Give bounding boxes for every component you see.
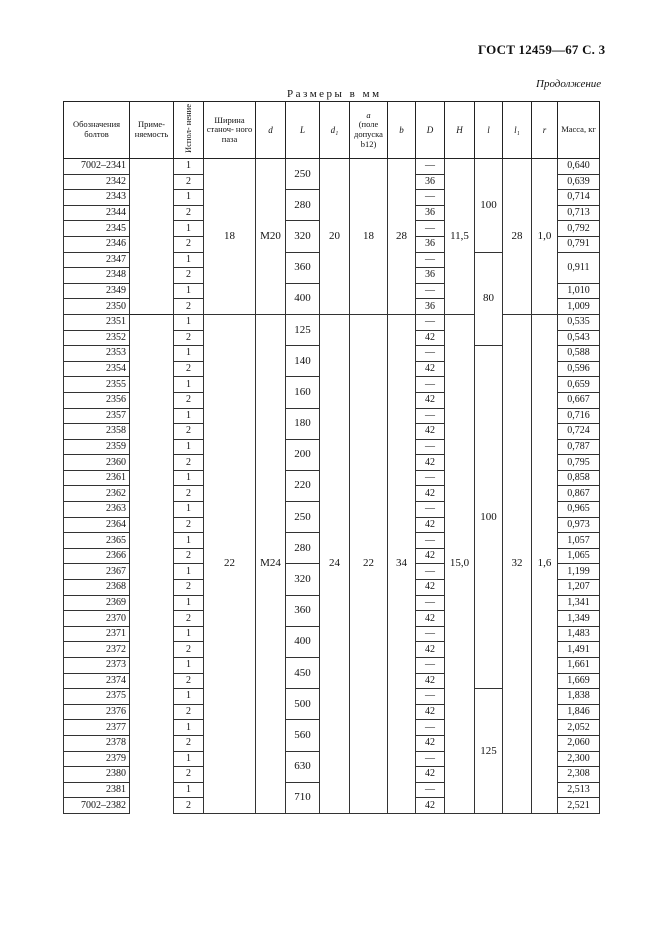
applicability-cell — [130, 470, 174, 486]
designation-cell: 2344 — [64, 205, 130, 221]
L-cell: 125 — [286, 314, 320, 345]
applicability-cell — [130, 564, 174, 580]
designation-cell: 2353 — [64, 346, 130, 362]
D-cell: 42 — [416, 704, 445, 720]
mass-cell: 0,543 — [558, 330, 600, 346]
execution-cell: 1 — [174, 626, 204, 642]
mass-cell: 2,513 — [558, 782, 600, 798]
designation-cell: 2359 — [64, 439, 130, 455]
header-r: r — [532, 102, 558, 159]
applicability-cell — [130, 424, 174, 440]
D-cell: 36 — [416, 236, 445, 252]
bolt-table-wrapper — [63, 101, 600, 814]
mass-cell: 0,659 — [558, 377, 600, 393]
mass-cell: 1,846 — [558, 704, 600, 720]
mass-cell: 0,973 — [558, 517, 600, 533]
applicability-cell — [130, 252, 174, 268]
designation-cell: 2347 — [64, 252, 130, 268]
execution-cell: 1 — [174, 190, 204, 206]
header-d: d — [256, 102, 286, 159]
D-cell: 42 — [416, 486, 445, 502]
mass-cell: 2,308 — [558, 767, 600, 783]
L-cell: 400 — [286, 626, 320, 657]
D-cell: — — [416, 595, 445, 611]
applicability-cell — [130, 704, 174, 720]
L-cell: 630 — [286, 751, 320, 782]
D-cell: — — [416, 314, 445, 330]
applicability-cell — [130, 455, 174, 471]
L-cell: 250 — [286, 502, 320, 533]
d1-cell: 24 — [320, 314, 350, 813]
designation-cell: 2366 — [64, 548, 130, 564]
execution-cell: 1 — [174, 377, 204, 393]
L-cell: 220 — [286, 470, 320, 501]
mass-cell: 1,838 — [558, 689, 600, 705]
execution-cell: 2 — [174, 174, 204, 190]
L-cell: 360 — [286, 595, 320, 626]
L-cell: 280 — [286, 190, 320, 221]
applicability-cell — [130, 689, 174, 705]
D-cell: 42 — [416, 673, 445, 689]
execution-cell: 2 — [174, 424, 204, 440]
designation-cell: 2370 — [64, 611, 130, 627]
L-cell: 140 — [286, 346, 320, 377]
table-row — [64, 159, 600, 175]
table-row — [64, 314, 600, 330]
designation-cell: 2342 — [64, 174, 130, 190]
L-cell: 400 — [286, 283, 320, 314]
D-cell: — — [416, 283, 445, 299]
applicability-cell — [130, 751, 174, 767]
page-header: ГОСТ 12459—67 С. 3 — [478, 42, 606, 57]
mass-cell: 1,009 — [558, 299, 600, 315]
header-l: l — [475, 102, 503, 159]
applicability-cell — [130, 236, 174, 252]
designation-cell: 2367 — [64, 564, 130, 580]
applicability-cell — [130, 299, 174, 315]
mass-cell: 0,596 — [558, 361, 600, 377]
applicability-cell — [130, 330, 174, 346]
execution-cell: 1 — [174, 564, 204, 580]
applicability-cell — [130, 673, 174, 689]
l-cell: 100 — [475, 159, 503, 253]
execution-cell: 2 — [174, 361, 204, 377]
execution-cell: 1 — [174, 159, 204, 175]
designation-cell: 2349 — [64, 283, 130, 299]
designation-cell: 7002–2341 — [64, 159, 130, 175]
applicability-cell — [130, 533, 174, 549]
applicability-cell — [130, 658, 174, 674]
applicability-cell — [130, 580, 174, 596]
continuation-label: Продолжение — [536, 78, 602, 90]
mass-cell: 1,341 — [558, 595, 600, 611]
D-cell: — — [416, 221, 445, 237]
designation-cell: 2355 — [64, 377, 130, 393]
mass-cell: 1,010 — [558, 283, 600, 299]
applicability-cell — [130, 486, 174, 502]
header-l1: l₁ — [503, 102, 532, 159]
designation-cell: 2354 — [64, 361, 130, 377]
applicability-cell — [130, 626, 174, 642]
designation-cell: 2343 — [64, 190, 130, 206]
D-cell: 36 — [416, 299, 445, 315]
D-cell: — — [416, 533, 445, 549]
D-cell: — — [416, 782, 445, 798]
L-cell: 180 — [286, 408, 320, 439]
D-cell: — — [416, 190, 445, 206]
header-H: H — [445, 102, 475, 159]
execution-cell: 1 — [174, 252, 204, 268]
D-cell: 42 — [416, 548, 445, 564]
header-execution — [174, 102, 204, 159]
L-cell: 560 — [286, 720, 320, 751]
D-cell: — — [416, 720, 445, 736]
header-b: b — [388, 102, 416, 159]
D-cell: 42 — [416, 517, 445, 533]
execution-cell: 1 — [174, 782, 204, 798]
designation-cell: 2348 — [64, 268, 130, 284]
d-cell: M20 — [256, 159, 286, 315]
D-cell: — — [416, 626, 445, 642]
header-L: L — [286, 102, 320, 159]
mass-cell: 0,724 — [558, 424, 600, 440]
execution-cell: 2 — [174, 580, 204, 596]
D-cell: — — [416, 564, 445, 580]
designation-cell: 2373 — [64, 658, 130, 674]
D-cell: — — [416, 470, 445, 486]
designation-cell: 2377 — [64, 720, 130, 736]
l-cell: 125 — [475, 689, 503, 814]
designation-cell: 2360 — [64, 455, 130, 471]
execution-cell: 2 — [174, 268, 204, 284]
designation-cell: 2346 — [64, 236, 130, 252]
D-cell: 36 — [416, 205, 445, 221]
mass-cell: 0,713 — [558, 205, 600, 221]
designation-cell: 2365 — [64, 533, 130, 549]
D-cell: — — [416, 689, 445, 705]
a-cell: 18 — [350, 159, 388, 315]
D-cell: 42 — [416, 580, 445, 596]
designation-cell: 2361 — [64, 470, 130, 486]
b-cell: 28 — [388, 159, 416, 315]
L-cell: 280 — [286, 533, 320, 564]
mass-cell: 1,669 — [558, 673, 600, 689]
mass-cell: 2,060 — [558, 735, 600, 751]
applicability-cell — [130, 767, 174, 783]
applicability-cell — [130, 174, 174, 190]
execution-cell: 1 — [174, 221, 204, 237]
applicability-cell — [130, 798, 174, 814]
execution-cell: 1 — [174, 658, 204, 674]
applicability-cell — [130, 190, 174, 206]
header-a-note: (поле допуска b12) — [354, 119, 383, 149]
L-cell: 710 — [286, 782, 320, 813]
mass-cell: 2,300 — [558, 751, 600, 767]
execution-cell: 2 — [174, 735, 204, 751]
header-a — [350, 102, 388, 159]
header-a-symbol: a — [366, 109, 371, 120]
bolt-dimensions-table — [63, 101, 600, 814]
execution-cell: 1 — [174, 689, 204, 705]
D-cell: — — [416, 377, 445, 393]
designation-cell: 7002–2382 — [64, 798, 130, 814]
execution-cell: 1 — [174, 502, 204, 518]
D-cell: — — [416, 502, 445, 518]
D-cell: 42 — [416, 798, 445, 814]
designation-cell: 2363 — [64, 502, 130, 518]
execution-cell: 2 — [174, 798, 204, 814]
L-cell: 160 — [286, 377, 320, 408]
designation-cell: 2375 — [64, 689, 130, 705]
dimensions-caption: Размеры в мм — [287, 88, 382, 100]
mass-cell: 0,791 — [558, 236, 600, 252]
slot-width-cell: 22 — [204, 314, 256, 813]
D-cell: 42 — [416, 424, 445, 440]
execution-cell: 2 — [174, 486, 204, 502]
execution-cell: 1 — [174, 408, 204, 424]
l1-cell: 32 — [503, 314, 532, 813]
D-cell: 42 — [416, 455, 445, 471]
execution-cell: 2 — [174, 704, 204, 720]
D-cell: — — [416, 159, 445, 175]
mass-cell: 1,349 — [558, 611, 600, 627]
execution-cell: 1 — [174, 346, 204, 362]
execution-cell: 2 — [174, 392, 204, 408]
header-designation: Обозначения болтов — [64, 102, 130, 159]
mass-cell: 0,640 — [558, 159, 600, 175]
execution-cell: 2 — [174, 330, 204, 346]
mass-cell: 2,052 — [558, 720, 600, 736]
applicability-cell — [130, 159, 174, 175]
mass-cell: 1,207 — [558, 580, 600, 596]
applicability-cell — [130, 735, 174, 751]
L-cell: 250 — [286, 159, 320, 190]
designation-cell: 2371 — [64, 626, 130, 642]
mass-cell: 1,065 — [558, 548, 600, 564]
l-cell: 100 — [475, 346, 503, 689]
designation-cell: 2352 — [64, 330, 130, 346]
execution-cell: 2 — [174, 517, 204, 533]
header-applicability: Приме- няемость — [130, 102, 174, 159]
D-cell: 42 — [416, 642, 445, 658]
execution-cell: 1 — [174, 314, 204, 330]
D-cell: 42 — [416, 735, 445, 751]
applicability-cell — [130, 595, 174, 611]
D-cell: — — [416, 252, 445, 268]
designation-cell: 2374 — [64, 673, 130, 689]
D-cell: 42 — [416, 392, 445, 408]
applicability-cell — [130, 361, 174, 377]
D-cell: — — [416, 408, 445, 424]
designation-cell: 2380 — [64, 767, 130, 783]
a-cell: 22 — [350, 314, 388, 813]
D-cell: — — [416, 751, 445, 767]
designation-cell: 2364 — [64, 517, 130, 533]
execution-cell: 2 — [174, 611, 204, 627]
mass-cell: 1,057 — [558, 533, 600, 549]
slot-width-cell: 18 — [204, 159, 256, 315]
mass-cell: 0,714 — [558, 190, 600, 206]
applicability-cell — [130, 782, 174, 798]
l1-cell: 28 — [503, 159, 532, 315]
execution-cell: 2 — [174, 455, 204, 471]
designation-cell: 2368 — [64, 580, 130, 596]
mass-cell: 1,483 — [558, 626, 600, 642]
applicability-cell — [130, 720, 174, 736]
applicability-cell — [130, 283, 174, 299]
header-slot-width: Ширина станоч- ного паза — [204, 102, 256, 159]
applicability-cell — [130, 517, 174, 533]
b-cell: 34 — [388, 314, 416, 813]
d-cell: M24 — [256, 314, 286, 813]
L-cell: 360 — [286, 252, 320, 283]
l-cell: 80 — [475, 252, 503, 346]
applicability-cell — [130, 439, 174, 455]
r-cell: 1,6 — [532, 314, 558, 813]
L-cell: 450 — [286, 658, 320, 689]
mass-cell: 0,639 — [558, 174, 600, 190]
mass-cell: 0,787 — [558, 439, 600, 455]
mass-cell: 0,667 — [558, 392, 600, 408]
execution-cell: 1 — [174, 283, 204, 299]
execution-cell: 1 — [174, 470, 204, 486]
applicability-cell — [130, 611, 174, 627]
mass-cell: 0,965 — [558, 502, 600, 518]
mass-cell: 0,792 — [558, 221, 600, 237]
designation-cell: 2358 — [64, 424, 130, 440]
D-cell: 36 — [416, 268, 445, 284]
execution-cell: 1 — [174, 439, 204, 455]
mass-cell: 0,535 — [558, 314, 600, 330]
designation-cell: 2362 — [64, 486, 130, 502]
L-cell: 200 — [286, 439, 320, 470]
execution-cell: 2 — [174, 236, 204, 252]
mass-cell: 1,661 — [558, 658, 600, 674]
mass-cell: 0,858 — [558, 470, 600, 486]
applicability-cell — [130, 392, 174, 408]
mass-cell: 1,491 — [558, 642, 600, 658]
mass-cell: 0,911 — [558, 252, 600, 283]
H-cell: 15,0 — [445, 314, 475, 813]
execution-cell: 2 — [174, 767, 204, 783]
D-cell: — — [416, 658, 445, 674]
table-header-row — [64, 102, 600, 159]
L-cell: 320 — [286, 221, 320, 252]
execution-cell: 2 — [174, 205, 204, 221]
designation-cell: 2369 — [64, 595, 130, 611]
D-cell: 42 — [416, 611, 445, 627]
designation-cell: 2378 — [64, 735, 130, 751]
applicability-cell — [130, 377, 174, 393]
d1-cell: 20 — [320, 159, 350, 315]
D-cell: 42 — [416, 767, 445, 783]
mass-cell: 1,199 — [558, 564, 600, 580]
mass-cell: 0,867 — [558, 486, 600, 502]
r-cell: 1,0 — [532, 159, 558, 315]
D-cell: 36 — [416, 174, 445, 190]
execution-cell: 2 — [174, 548, 204, 564]
applicability-cell — [130, 408, 174, 424]
header-execution-text: Испол- нение — [183, 104, 194, 154]
H-cell: 11,5 — [445, 159, 475, 315]
applicability-cell — [130, 346, 174, 362]
execution-cell: 1 — [174, 533, 204, 549]
designation-cell: 2357 — [64, 408, 130, 424]
designation-cell: 2351 — [64, 314, 130, 330]
header-mass: Масса, кг — [558, 102, 600, 159]
D-cell: — — [416, 346, 445, 362]
mass-cell: 0,795 — [558, 455, 600, 471]
applicability-cell — [130, 502, 174, 518]
designation-cell: 2381 — [64, 782, 130, 798]
execution-cell: 1 — [174, 720, 204, 736]
D-cell: 42 — [416, 361, 445, 377]
applicability-cell — [130, 221, 174, 237]
header-d1: d₁ — [320, 102, 350, 159]
applicability-cell — [130, 548, 174, 564]
applicability-cell — [130, 205, 174, 221]
mass-cell: 0,716 — [558, 408, 600, 424]
applicability-cell — [130, 642, 174, 658]
designation-cell: 2350 — [64, 299, 130, 315]
mass-cell: 0,588 — [558, 346, 600, 362]
header-D: D — [416, 102, 445, 159]
designation-cell: 2379 — [64, 751, 130, 767]
D-cell: 42 — [416, 330, 445, 346]
D-cell: — — [416, 439, 445, 455]
mass-cell: 2,521 — [558, 798, 600, 814]
applicability-cell — [130, 314, 174, 330]
table-body — [64, 159, 600, 814]
execution-cell: 2 — [174, 642, 204, 658]
execution-cell: 2 — [174, 673, 204, 689]
execution-cell: 1 — [174, 595, 204, 611]
designation-cell: 2356 — [64, 392, 130, 408]
designation-cell: 2345 — [64, 221, 130, 237]
execution-cell: 1 — [174, 751, 204, 767]
designation-cell: 2372 — [64, 642, 130, 658]
L-cell: 320 — [286, 564, 320, 595]
execution-cell: 2 — [174, 299, 204, 315]
designation-cell: 2376 — [64, 704, 130, 720]
L-cell: 500 — [286, 689, 320, 720]
applicability-cell — [130, 268, 174, 284]
